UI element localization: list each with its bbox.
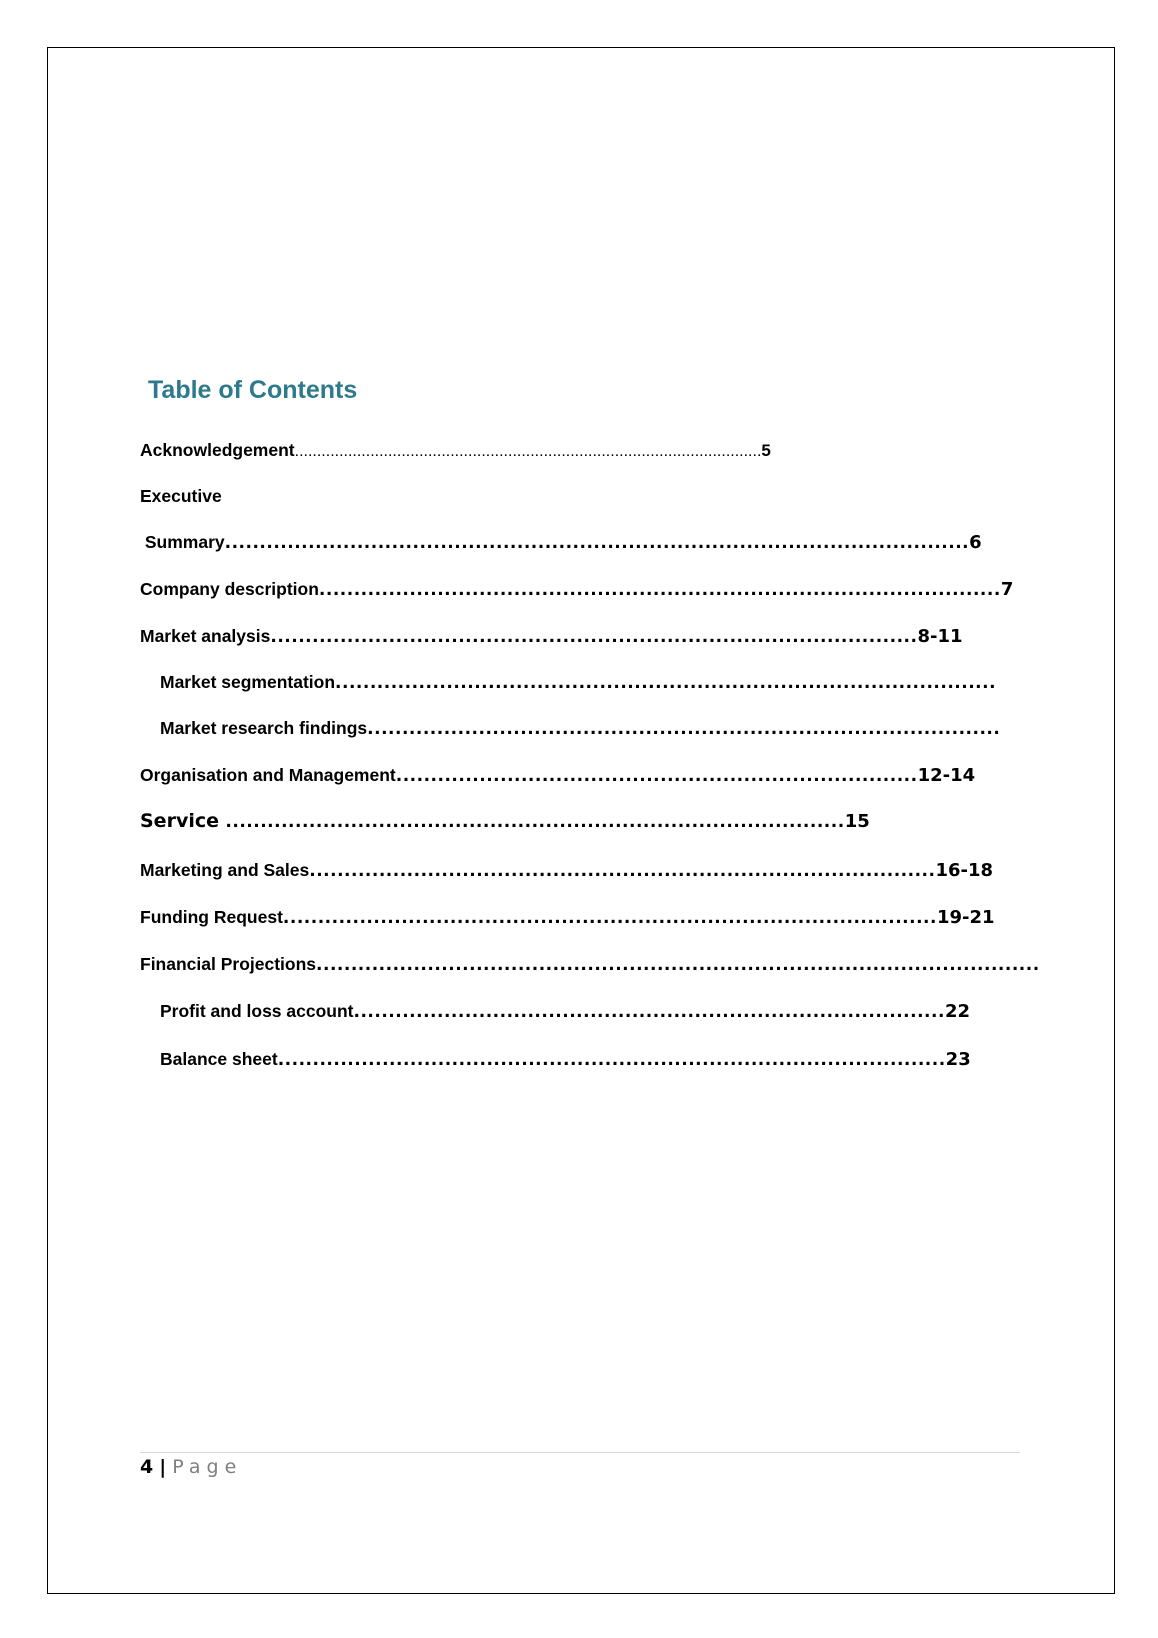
toc-entry-label: Organisation and Management xyxy=(140,767,396,785)
footer-page-number: 4 xyxy=(140,1456,154,1478)
toc-entry-page: 15 xyxy=(844,812,870,831)
toc-entry-leader: .......................................................................................... xyxy=(309,862,936,880)
toc-entry-market-segmentation[interactable] xyxy=(160,674,1060,692)
toc-entry-service[interactable] xyxy=(140,812,1065,831)
toc-entry-market-analysis[interactable] xyxy=(140,628,1062,646)
toc-entry-label: Profit and loss account xyxy=(160,1003,354,1021)
toc-entry-leader: ............................................................................................. xyxy=(270,628,918,646)
toc-entry-organisation-and-management[interactable] xyxy=(140,767,1052,785)
toc-entry-leader: ........................................................................................... xyxy=(367,720,1001,738)
toc-entry-leader: ............................................................................................... xyxy=(335,674,997,692)
toc-entry-page: 7 xyxy=(1000,581,1014,599)
toc-entry-label: Financial Projections xyxy=(140,956,317,974)
footer-separator: | xyxy=(159,1456,167,1478)
toc-entry-label: Balance sheet xyxy=(160,1051,278,1069)
toc-entry-label: Executive xyxy=(140,488,222,506)
toc-entry-acknowledgement[interactable] xyxy=(140,442,1005,460)
toc-entry-profit-and-loss-account[interactable] xyxy=(160,1003,1056,1021)
toc-entry-leader: ......................................................................................... xyxy=(219,812,845,831)
toc-entry-page: 16-18 xyxy=(935,862,994,880)
toc-entry-page: 5 xyxy=(761,442,771,460)
toc-entry-page: 6 xyxy=(969,534,982,552)
toc-entry-market-research-findings[interactable] xyxy=(160,720,1058,738)
toc-entry-leader: .............................................................................................. xyxy=(282,909,937,927)
toc-entry-marketing-and-sales[interactable] xyxy=(140,862,1060,880)
toc-entry-label: Acknowledgement xyxy=(140,442,295,460)
toc-entry-label: Summary xyxy=(140,534,225,552)
toc-entry-label: Market segmentation xyxy=(160,674,336,692)
toc-entry-leader: ................................................................................................ xyxy=(277,1051,946,1069)
toc-entry-leader: ........................................................................................................ xyxy=(316,956,1040,974)
toc-entry-funding-request[interactable] xyxy=(140,909,1060,927)
toc-entry-balance-sheet[interactable] xyxy=(160,1051,1062,1069)
toc-entry-page: 23 xyxy=(945,1051,971,1069)
footer-divider xyxy=(140,1452,1020,1453)
toc-entry-summary[interactable] xyxy=(140,534,1065,552)
toc-entry-label: Market research findings xyxy=(160,720,368,738)
toc-entry-leader: ..................................................................................... xyxy=(353,1003,945,1021)
toc-entry-page: 22 xyxy=(944,1003,970,1021)
toc-entry-company-description[interactable] xyxy=(140,581,1058,599)
toc-entry-label: Company description xyxy=(140,581,319,599)
toc-entry-label: Service xyxy=(140,812,219,831)
toc-entry-label: Market analysis xyxy=(140,628,271,646)
toc-entry-leader: ........................................................................... xyxy=(395,767,918,785)
toc-entry-label: Marketing and Sales xyxy=(140,862,310,880)
page-footer xyxy=(140,1458,242,1477)
toc-entry-executive[interactable] xyxy=(140,488,1020,506)
toc-entry-leader: ......................................................................................................... xyxy=(294,443,762,460)
toc-entry-page: 12-14 xyxy=(917,767,976,785)
footer-page-word: Page xyxy=(172,1456,243,1478)
toc-entry-financial-projections[interactable] xyxy=(140,956,1064,974)
toc-title: Table of Contents xyxy=(148,376,358,404)
toc-entry-label: Funding Request xyxy=(140,909,283,927)
toc-entry-page: 8-11 xyxy=(917,628,963,646)
toc-entry-leader: ........................................................................................................... xyxy=(224,534,970,552)
toc-entry-leader: .................................................................................................. xyxy=(318,581,1001,599)
toc-entry-page: 19-21 xyxy=(936,909,995,927)
